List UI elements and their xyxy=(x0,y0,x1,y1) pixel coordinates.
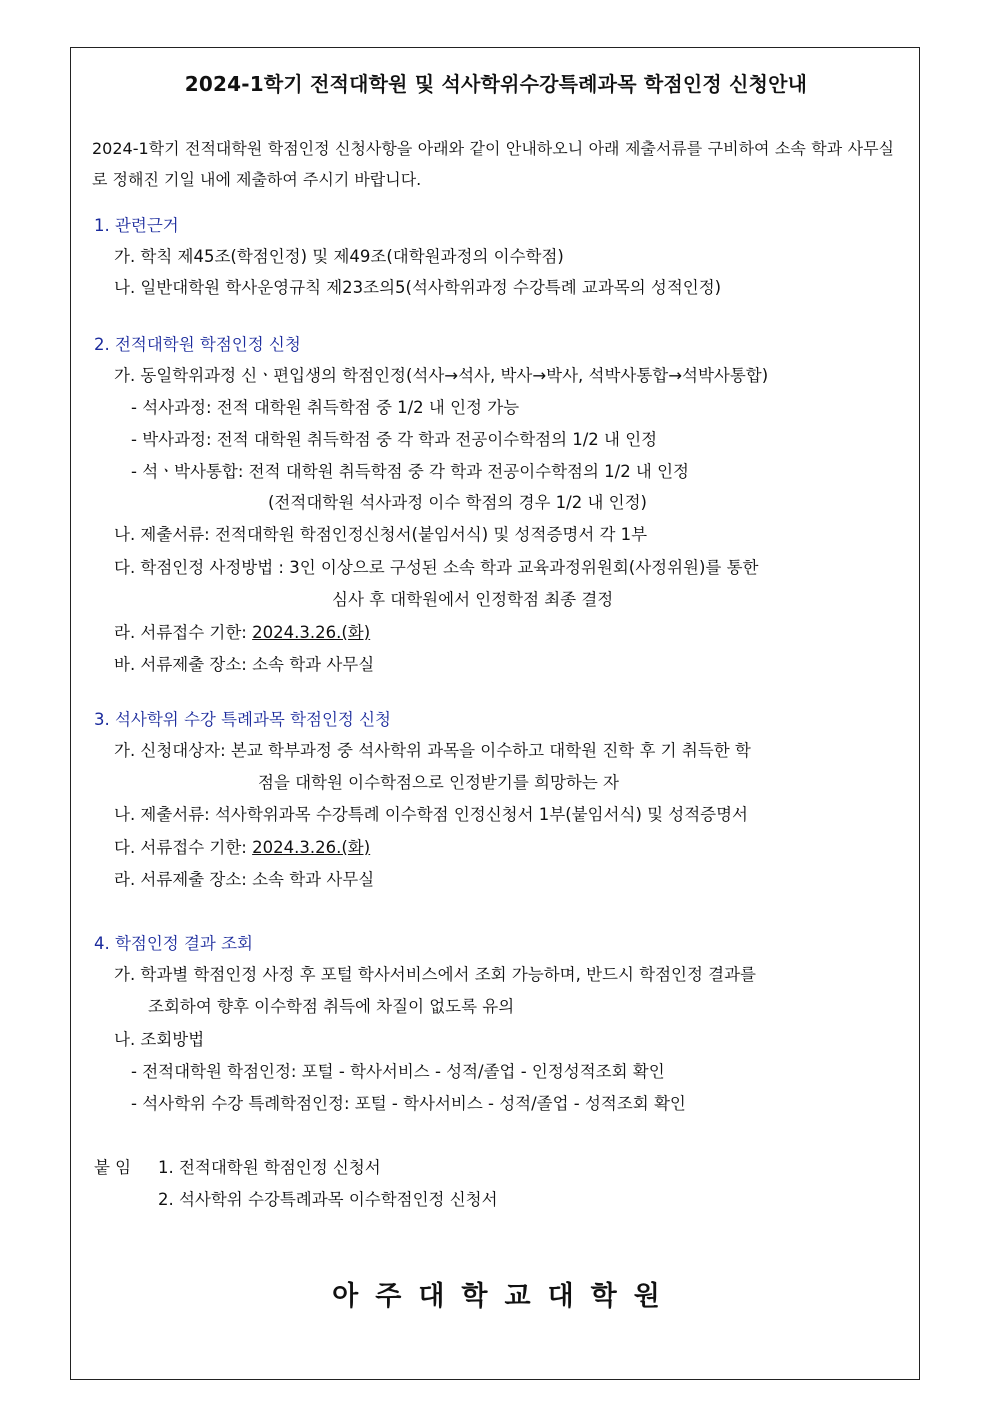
intro-paragraph: 2024-1학기 전적대학원 학점인정 신청사항을 아래와 같이 안내하오니 아래 제출서류를 구비하여 소속 학과 사무실로 정해진 기일 내에 제출하여 주시기 바랍니다. xyxy=(92,139,894,189)
s3-item-ga-cont: 점을 대학원 이수학점으로 인정받기를 희망하는 자 xyxy=(258,773,619,792)
s2-ga-master: - 석사과정: 전적 대학원 취득학점 중 1/2 내 인정 가능 xyxy=(131,398,520,417)
s3-item-da xyxy=(114,837,370,859)
issuer-name: 아주대학교대학원 xyxy=(332,1281,677,1312)
s4-na-special: - 석사학위 수강 특례학점인정: 포털 - 학사서비스 - 성적/졸업 - 성적조회 확인 xyxy=(131,1094,686,1113)
deadline-label: 다. 서류접수 기한: xyxy=(114,838,253,857)
s2-item-ra xyxy=(114,622,370,644)
s2-ga-integrated-note: (전적대학원 석사과정 이수 학점의 경우 1/2 내 인정) xyxy=(268,493,647,512)
s2-ga-integrated: - 석ㆍ박사통합: 전적 대학원 취득학점 중 각 학과 전공이수학점의 1/2 내 인정 xyxy=(131,462,689,481)
section-3-heading: 3. 석사학위 수강 특례과목 학점인정 신청 xyxy=(94,710,391,729)
s2-item-na: 나. 제출서류: 전적대학원 학점인정신청서(붙임서식) 및 성적증명서 각 1부 xyxy=(114,525,648,544)
attachment-item: 1. 전적대학원 학점인정 신청서 xyxy=(158,1158,381,1177)
attachment-label: 붙 임 xyxy=(94,1158,132,1177)
deadline-date: 2024.3.26.(화) xyxy=(252,838,371,857)
s4-item-ga-cont: 조회하여 향후 이수학점 취득에 차질이 없도록 유의 xyxy=(148,997,515,1016)
section-4-heading: 4. 학점인정 결과 조회 xyxy=(94,934,253,953)
section-2-heading: 2. 전적대학원 학점인정 신청 xyxy=(94,335,301,354)
s2-item-ga: 가. 동일학위과정 신ㆍ편입생의 학점인정(석사→석사, 박사→박사, 석박사통합→석박사통합) xyxy=(114,366,769,385)
s2-item-ba: 바. 서류제출 장소: 소속 학과 사무실 xyxy=(114,655,375,674)
deadline-label: 라. 서류접수 기한: xyxy=(114,623,253,642)
s3-item-ga: 가. 신청대상자: 본교 학부과정 중 석사학위 과목을 이수하고 대학원 진학 후 기 취득한 학 xyxy=(114,741,751,760)
s3-item-ra: 라. 서류제출 장소: 소속 학과 사무실 xyxy=(114,870,375,889)
s1-item-ga: 가. 학칙 제45조(학점인정) 및 제49조(대학원과정의 이수학점) xyxy=(114,247,564,266)
s4-item-ga: 가. 학과별 학점인정 사정 후 포털 학사서비스에서 조회 가능하며, 반드시 학점인정 결과를 xyxy=(114,965,756,984)
s4-item-na: 나. 조회방법 xyxy=(114,1030,205,1049)
attachment-item: 2. 석사학위 수강특례과목 이수학점인정 신청서 xyxy=(158,1190,498,1209)
document-title: 2024-1학기 전적대학원 및 석사학위수강특례과목 학점인정 신청안내 xyxy=(184,72,808,96)
s3-item-na: 나. 제출서류: 석사학위과목 수강특례 이수학점 인정신청서 1부(붙임서식) 및 성적증명서 xyxy=(114,805,748,824)
s2-ga-doctor: - 박사과정: 전적 대학원 취득학점 중 각 학과 전공이수학점의 1/2 내 인정 xyxy=(131,430,658,449)
s1-item-na: 나. 일반대학원 학사운영규칙 제23조의5(석사학위과정 수강특례 교과목의 성적인정) xyxy=(114,278,722,297)
s2-item-da: 다. 학점인정 사정방법 : 3인 이상으로 구성된 소속 학과 교육과정위원회(사정위원)를 통한 xyxy=(114,558,759,577)
s2-item-da-cont: 심사 후 대학원에서 인정학점 최종 결정 xyxy=(332,590,614,609)
deadline-date: 2024.3.26.(화) xyxy=(252,623,371,642)
section-1-heading: 1. 관련근거 xyxy=(94,216,179,235)
s4-na-prev-grad: - 전적대학원 학점인정: 포털 - 학사서비스 - 성적/졸업 - 인정성적조회 확인 xyxy=(131,1062,665,1081)
